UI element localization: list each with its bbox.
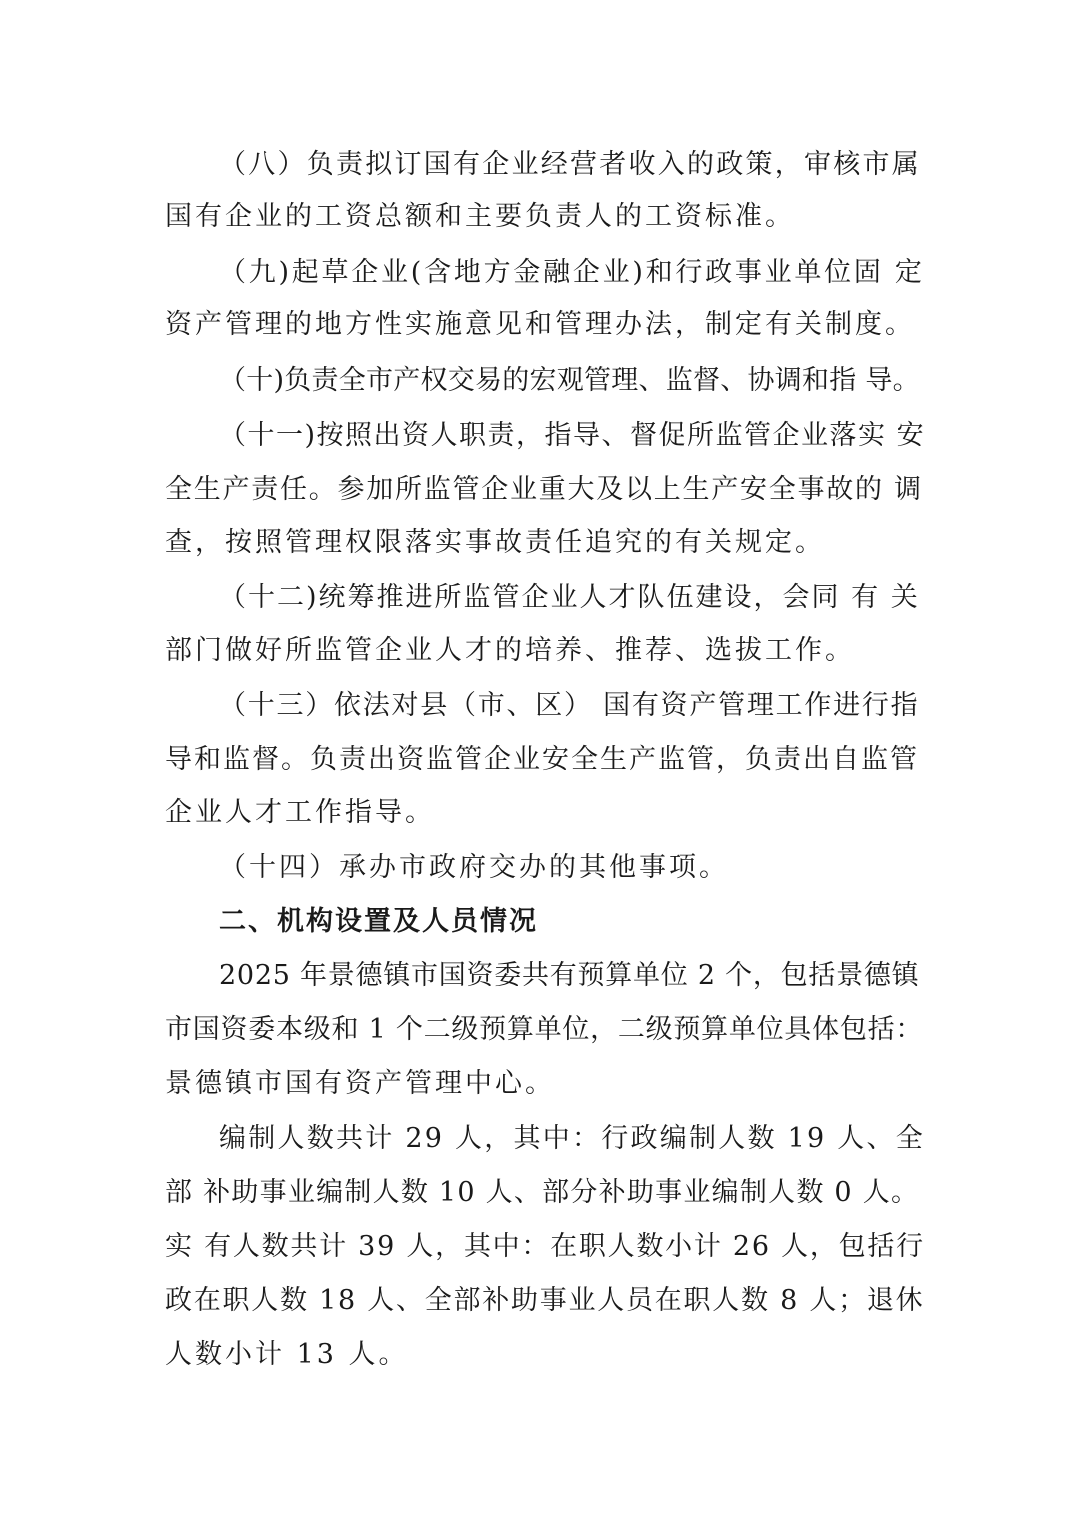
- staffing-line-3: 实 有人数共计 39 人，其中：在职人数小计 26 人，包括行: [165, 1231, 925, 1262]
- budget-units-line-3: 景德镇市国有资产管理中心。: [165, 1068, 555, 1099]
- paragraph-13-line-3: 企业人才工作指导。: [165, 797, 435, 828]
- budget-units-line-2: 市国资委本级和 1 个二级预算单位，二级预算单位具体包括：: [165, 1014, 924, 1045]
- staffing-line-1: 编制人数共计 29 人，其中：行政编制人数 19 人、全: [219, 1123, 926, 1154]
- paragraph-13-line-2: 导和监督。负责出资监管企业安全生产监管，负责出自监管: [165, 744, 919, 775]
- budget-units-line-1: 2025 年景德镇市国资委共有预算单位 2 个，包括景德镇: [219, 960, 920, 991]
- paragraph-10-line-1: （十)负责全市产权交易的宏观管理、监督、协调和指 导。: [219, 365, 920, 396]
- paragraph-11-line-2: 全生产责任。参加所监管企业重大及以上生产安全事故的 调: [165, 474, 923, 505]
- paragraph-9-line-1: （九)起草企业(含地方金融企业)和行政事业单位固 定: [219, 257, 925, 288]
- paragraph-11-line-3: 查，按照管理权限落实事故责任追究的有关规定。: [165, 527, 825, 558]
- paragraph-12-line-2: 部门做好所监管企业人才的培养、推荐、选拔工作。: [165, 635, 855, 666]
- paragraph-8-line-2: 国有企业的工资总额和主要负责人的工资标准。: [165, 201, 795, 232]
- paragraph-13-line-1: （十三）依法对县（市、区） 国有资产管理工作进行指: [219, 690, 920, 721]
- paragraph-14-line-1: （十四）承办市政府交办的其他事项。: [219, 852, 729, 883]
- staffing-line-2: 部 补助事业编制人数 10 人、部分补助事业编制人数 0 人。: [165, 1177, 920, 1208]
- paragraph-12-line-1: （十二)统筹推进所监管企业人才队伍建设，会同 有 关: [219, 582, 920, 613]
- paragraph-9-line-2: 资产管理的地方性实施意见和管理办法，制定有关制度。: [165, 309, 915, 340]
- paragraph-8-line-1: （八）负责拟订国有企业经营者收入的政策，审核市属: [219, 149, 921, 180]
- staffing-line-5: 人数小计 13 人。: [165, 1339, 409, 1370]
- paragraph-11-line-1: （十一)按照出资人职责，指导、督促所监管企业落实 安: [219, 420, 926, 451]
- staffing-line-4: 政在职人数 18 人、全部补助事业人员在职人数 8 人；退休: [165, 1285, 925, 1316]
- section-heading: 二、机构设置及人员情况: [219, 906, 538, 937]
